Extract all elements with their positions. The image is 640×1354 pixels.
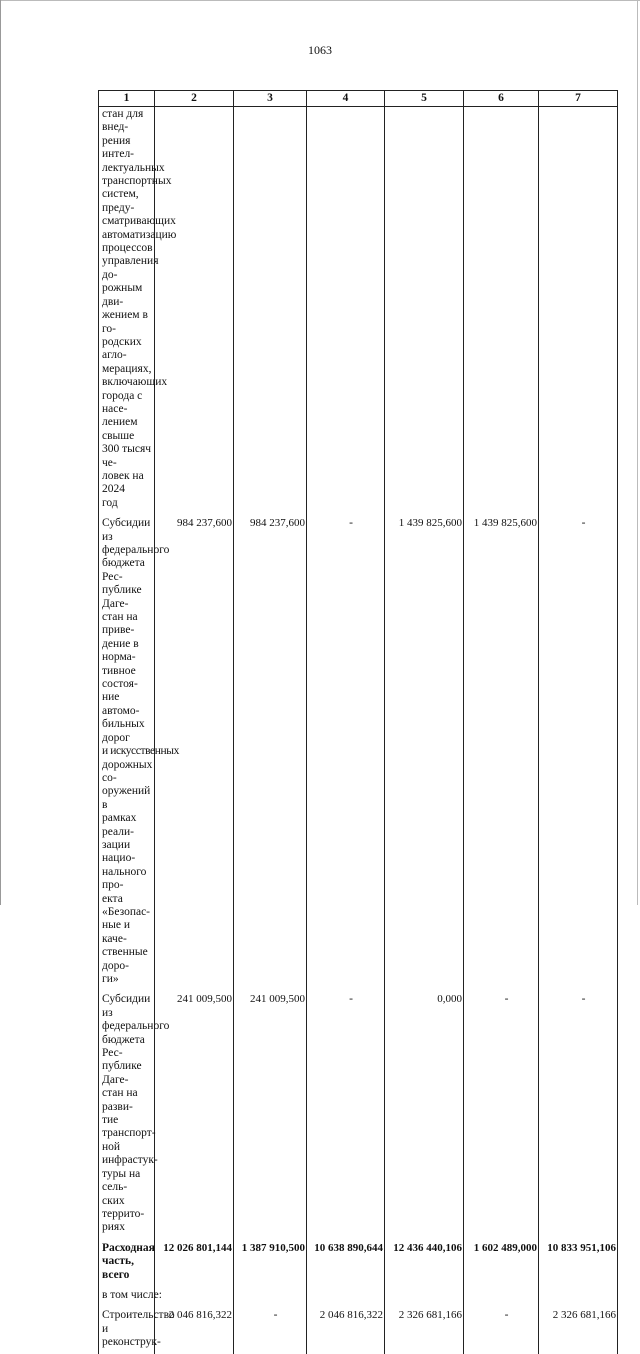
- label-line: ловек на 2024: [102, 469, 144, 496]
- label-line: стан на разви-: [102, 1087, 138, 1113]
- cell-col6: [464, 107, 539, 511]
- label-line: мерациях,: [102, 362, 152, 375]
- label-line: рамках реали-: [102, 812, 137, 838]
- label-line: риях: [102, 1221, 125, 1234]
- cell-col4: [307, 1289, 385, 1302]
- label-line: ные и каче-: [102, 919, 131, 945]
- cell-col3: [234, 1289, 307, 1302]
- header-cell: 3: [234, 91, 307, 107]
- header-cell: 6: [464, 91, 539, 107]
- right-edge-rule: [637, 0, 638, 905]
- label-line: ских террито-: [102, 1194, 145, 1220]
- header-cell: 5: [385, 91, 464, 107]
- row-label: [99, 1288, 162, 1302]
- label-line: публике Даге-: [102, 1060, 142, 1086]
- cell-col3: 1 387 910,500: [234, 1242, 307, 1282]
- cell-col3: 241 009,500: [234, 993, 307, 1234]
- cell-col4: 10 638 890,644: [307, 1242, 385, 1282]
- label-line: и реконструк-: [102, 1322, 161, 1349]
- label-line: жением в го-: [102, 309, 148, 335]
- cell-col2: 12 026 801,144: [155, 1242, 234, 1282]
- label-line: города с насе-: [102, 389, 143, 415]
- cell-col5: 1 439 825,600: [385, 517, 464, 986]
- header-row: [99, 91, 618, 107]
- label-line: публике Даге-: [102, 584, 142, 610]
- row-label: [99, 517, 179, 986]
- cell-col7: -: [539, 517, 618, 986]
- row-label: [99, 107, 177, 511]
- label-line: стан на приве-: [102, 611, 138, 637]
- cell-col6: 1 439 825,600: [464, 517, 539, 986]
- cell-col4: -: [307, 993, 385, 1234]
- row-spacer: [99, 1235, 618, 1242]
- label-line: нального про-: [102, 865, 147, 892]
- label-line: Расходная: [102, 1241, 155, 1254]
- label-line: Субсидии из: [102, 517, 151, 543]
- label-line: рожным дви-: [102, 282, 143, 308]
- cell-col4: 2 046 816,322: [307, 1309, 385, 1349]
- table-row-total: [99, 1242, 618, 1282]
- label-line: в том числе:: [102, 1288, 162, 1301]
- label-line: оружений в: [102, 785, 151, 811]
- label-line: екта «Безопас-: [102, 892, 151, 918]
- cell-col7: [539, 107, 618, 511]
- row-spacer: [99, 986, 618, 993]
- label-line: систем, преду-: [102, 188, 139, 214]
- cell-col7: 10 833 951,106: [539, 1242, 618, 1282]
- row-spacer: [99, 1302, 618, 1309]
- cell-col6: -: [464, 993, 539, 1234]
- cell-col6: -: [464, 1309, 539, 1349]
- row-label: [99, 1309, 175, 1349]
- table-row: [99, 1309, 618, 1349]
- table-row: [99, 1289, 618, 1302]
- label-line: Строительство: [102, 1309, 175, 1322]
- row-spacer: [99, 1282, 618, 1289]
- label-line: дение в норма-: [102, 637, 139, 664]
- label-line: бюджета Рес-: [102, 1033, 145, 1060]
- top-edge-rule: [0, 0, 640, 1]
- left-edge-rule: [0, 0, 1, 905]
- row-label: [99, 993, 170, 1234]
- cell-col2: 241 009,500: [155, 993, 234, 1234]
- cell-col5: [385, 107, 464, 511]
- cell-col6: [464, 1289, 539, 1302]
- label-line: бильных дорог: [102, 718, 145, 744]
- label-line: год: [102, 496, 118, 509]
- cell-col2: 2 046 816,322: [155, 1309, 234, 1349]
- label-line: лектуальных: [102, 161, 165, 174]
- label-line: часть, всего: [102, 1255, 134, 1281]
- cell-col7: -: [539, 993, 618, 1234]
- header-cell: 1: [99, 91, 155, 107]
- header-cell: 7: [539, 91, 618, 107]
- label-line: бюджета Рес-: [102, 557, 145, 583]
- label-line: дорожных со-: [102, 758, 153, 784]
- cell-col6: 1 602 489,000: [464, 1242, 539, 1282]
- table-row: [99, 993, 618, 1234]
- label-line: рения интел-: [102, 134, 135, 161]
- budget-table: [98, 90, 618, 1354]
- row-label: [99, 1242, 155, 1282]
- cell-col7: [539, 1289, 618, 1302]
- cell-col3: -: [234, 1309, 307, 1349]
- label-line: федерального: [102, 1020, 170, 1033]
- label-line: ние автомо-: [102, 691, 140, 717]
- label-line: включающих: [102, 376, 168, 389]
- row-tail: [99, 1350, 618, 1354]
- label-line: сматривающих: [102, 215, 176, 228]
- label-line: управления до-: [102, 255, 159, 281]
- page-number: 1063: [308, 43, 332, 57]
- table-row: [99, 517, 618, 986]
- header-cell: 2: [155, 91, 234, 107]
- label-line: процессов: [102, 242, 153, 255]
- table-row: [99, 107, 618, 511]
- label-line: Субсидии из: [102, 993, 151, 1019]
- cell-col7: 2 326 681,166: [539, 1309, 618, 1349]
- label-line: лением свыше: [102, 416, 138, 442]
- cell-col3: 984 237,600: [234, 517, 307, 986]
- row-spacer: [99, 510, 618, 517]
- cell-col5: 12 436 440,106: [385, 1242, 464, 1282]
- label-line: транспортных: [102, 175, 172, 188]
- label-line: ги»: [102, 973, 119, 985]
- cell-col2: [155, 1289, 234, 1302]
- label-line: ной инфрастук-: [102, 1140, 158, 1167]
- label-line: зации нацио-: [102, 838, 136, 865]
- label-line: 300 тысяч че-: [102, 443, 152, 469]
- cell-col5: 2 326 681,166: [385, 1309, 464, 1349]
- label-line: тие транспорт-: [102, 1114, 156, 1140]
- cell-col4: -: [307, 517, 385, 986]
- cell-col2: 984 237,600: [155, 517, 234, 986]
- label-line: тивное состоя-: [102, 664, 138, 691]
- label-line: и искусственных: [102, 745, 179, 758]
- cell-col5: 0,000: [385, 993, 464, 1234]
- label-line: ственные доро-: [102, 946, 148, 972]
- header-cell: 4: [307, 91, 385, 107]
- cell-col4: [307, 107, 385, 511]
- cell-col3: [234, 107, 307, 511]
- cell-col2: [155, 107, 234, 511]
- label-line: автоматизацию: [102, 228, 177, 241]
- cell-col5: [385, 1289, 464, 1302]
- label-line: федерального: [102, 544, 170, 556]
- label-line: стан для внед-: [102, 108, 144, 134]
- label-line: родских агло-: [102, 335, 142, 362]
- label-line: туры на сель-: [102, 1167, 141, 1194]
